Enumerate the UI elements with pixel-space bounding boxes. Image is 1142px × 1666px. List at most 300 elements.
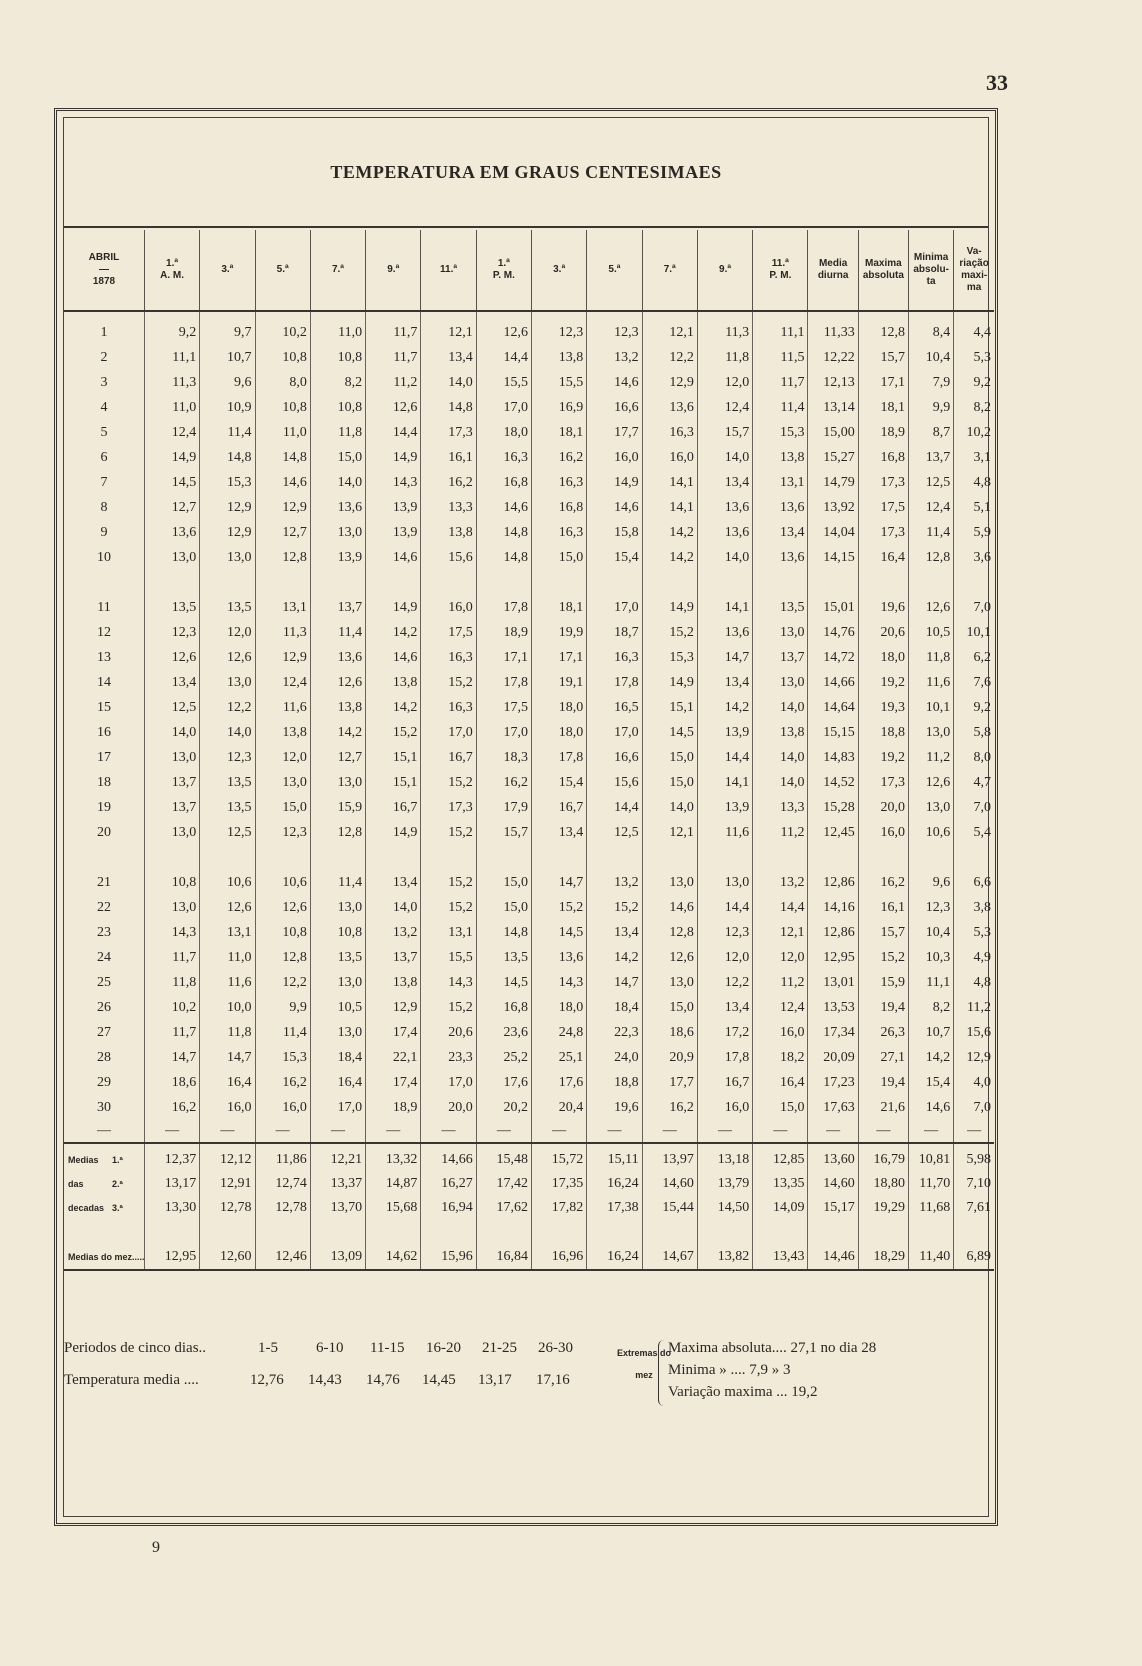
cell-value: 13,0 (144, 820, 199, 845)
row-label: 10 (96, 549, 111, 565)
cell-value: 9,2 (144, 311, 199, 345)
title-divider (64, 226, 988, 228)
cell-value: 13,9 (310, 545, 365, 570)
cell-value: 15,11 (587, 1148, 642, 1172)
cell-value: 14,67 (642, 1245, 697, 1270)
medias-mez-label: Medias do mez..... (64, 1245, 144, 1270)
cell-value: 13,0 (753, 620, 808, 645)
temperatura-value: 14,43 (308, 1372, 342, 1388)
cell-value: 15,6 (954, 1020, 994, 1045)
cell-value: 12,7 (255, 520, 310, 545)
cell-value: 11,8 (200, 1020, 255, 1045)
medias-label-word: decadas (68, 1203, 105, 1213)
cell-value: 13,6 (697, 520, 752, 545)
cell-value: 17,23 (808, 1070, 858, 1095)
cell-value: 16,3 (421, 645, 476, 670)
cell-value: 13,79 (697, 1172, 752, 1196)
cell-value: 11,2 (909, 745, 954, 770)
cell-value: 14,3 (532, 970, 587, 995)
cell-value: 13,5 (200, 595, 255, 620)
cell-value: 16,96 (532, 1245, 587, 1270)
cell-value: 16,2 (858, 870, 908, 895)
cell-value: 10,8 (310, 345, 365, 370)
cell-value: 15,1 (642, 695, 697, 720)
spacer-cell (366, 570, 421, 595)
row-label: 14 (96, 674, 111, 690)
cell-value: 14,4 (697, 895, 752, 920)
cell-value: 14,0 (753, 695, 808, 720)
cell-value: 11,2 (954, 995, 994, 1020)
header-col: 5.ª (587, 230, 642, 311)
cell-value: 16,2 (532, 445, 587, 470)
cell-value: 14,52 (808, 770, 858, 795)
cell-value: 10,0 (200, 995, 255, 1020)
cell-value: 10,81 (909, 1148, 954, 1172)
dash-cell: — (858, 1120, 908, 1143)
cell-value: 12,6 (909, 595, 954, 620)
cell-value: 13,01 (808, 970, 858, 995)
temperatura-value: 14,45 (422, 1372, 456, 1388)
cell-value: 12,46 (255, 1245, 310, 1270)
cell-value: 17,3 (421, 795, 476, 820)
cell-value: 13,7 (909, 445, 954, 470)
page-number: 33 (986, 70, 1008, 95)
cell-value: 13,7 (310, 595, 365, 620)
cell-value: 14,9 (366, 820, 421, 845)
cell-value: 6,6 (954, 870, 994, 895)
cell-value: 5,8 (954, 720, 994, 745)
cell-value: 11,3 (255, 620, 310, 645)
spacer-cell (858, 570, 908, 595)
cell-value: 13,5 (200, 770, 255, 795)
cell-value: 14,66 (808, 670, 858, 695)
cell-value: 13,70 (310, 1196, 365, 1220)
medias-decada-label (64, 1148, 144, 1172)
cell-value: 13,2 (587, 870, 642, 895)
cell-value: 14,2 (366, 620, 421, 645)
cell-value: 12,1 (642, 820, 697, 845)
cell-value: 12,8 (909, 545, 954, 570)
cell-value: 15,0 (310, 445, 365, 470)
cell-value: 13,0 (642, 970, 697, 995)
dash-cell: — (200, 1120, 255, 1143)
spacer-cell (697, 570, 752, 595)
row-label: 19 (96, 799, 111, 815)
cell-value: 18,9 (476, 620, 531, 645)
cell-value: 4,7 (954, 770, 994, 795)
cell-value: 15,2 (858, 945, 908, 970)
cell-value: 14,8 (255, 445, 310, 470)
cell-value: 17,5 (858, 495, 908, 520)
cell-value: 12,4 (909, 495, 954, 520)
dash-cell: — (310, 1120, 365, 1143)
cell-value: 4,4 (954, 311, 994, 345)
cell-value: 11,7 (144, 945, 199, 970)
row-label: 4 (100, 399, 108, 415)
row-label: 9 (100, 524, 108, 540)
cell-value: 14,2 (642, 520, 697, 545)
spacer-cell (255, 845, 310, 870)
cell-value: 14,4 (476, 345, 531, 370)
cell-value: 14,9 (366, 445, 421, 470)
row-label: 2 (100, 349, 108, 365)
cell-value: 13,32 (366, 1148, 421, 1172)
cell-value: 8,2 (909, 995, 954, 1020)
cell-value: 14,1 (697, 595, 752, 620)
cell-value: 13,7 (753, 645, 808, 670)
dash-cell: — (255, 1120, 310, 1143)
cell-value: 13,6 (642, 395, 697, 420)
cell-value: 14,8 (476, 520, 531, 545)
cell-value: 18,0 (532, 995, 587, 1020)
cell-value: 16,8 (476, 470, 531, 495)
temperatura-value: 13,17 (478, 1372, 512, 1388)
cell-value: 13,4 (697, 670, 752, 695)
cell-value: 18,9 (858, 420, 908, 445)
cell-value: 17,34 (808, 1020, 858, 1045)
cell-value: 11,8 (909, 645, 954, 670)
cell-value: 12,0 (200, 620, 255, 645)
cell-value: 25,1 (532, 1045, 587, 1070)
cell-value: 11,86 (255, 1148, 310, 1172)
cell-value: 23,6 (476, 1020, 531, 1045)
cell-value: 17,82 (532, 1196, 587, 1220)
cell-value: 27,1 (858, 1045, 908, 1070)
cell-value: 12,7 (144, 495, 199, 520)
spacer-cell (808, 570, 858, 595)
row-label: 17 (96, 749, 111, 765)
row-label: 7 (100, 474, 108, 490)
spacer-cell (954, 845, 994, 870)
cell-value: 16,4 (858, 545, 908, 570)
header-col: 1.ª P. M. (476, 230, 531, 311)
cell-value: 14,64 (808, 695, 858, 720)
cell-value: 13,97 (642, 1148, 697, 1172)
cell-value: 16,1 (421, 445, 476, 470)
cell-value: 14,7 (587, 970, 642, 995)
cell-value: 11,6 (255, 695, 310, 720)
cell-value: 13,30 (144, 1196, 199, 1220)
spacer-cell (697, 845, 752, 870)
cell-value: 19,4 (858, 1070, 908, 1095)
cell-value: 12,74 (255, 1172, 310, 1196)
cell-value: 12,6 (255, 895, 310, 920)
cell-value: 13,60 (808, 1148, 858, 1172)
spacer-cell (532, 1220, 587, 1245)
cell-value: 17,62 (476, 1196, 531, 1220)
cell-value: 17,8 (697, 1045, 752, 1070)
cell-value: 14,0 (144, 720, 199, 745)
table-row (64, 345, 994, 370)
cell-value: 17,6 (532, 1070, 587, 1095)
cell-value: 14,6 (255, 470, 310, 495)
cell-value: 16,3 (532, 520, 587, 545)
cell-value: 16,3 (421, 695, 476, 720)
cell-value: 13,4 (587, 920, 642, 945)
cell-value: 10,8 (310, 920, 365, 945)
table-row (64, 1020, 994, 1045)
cell-value: 12,85 (753, 1148, 808, 1172)
cell-value: 13,4 (753, 520, 808, 545)
cell-value: 16,3 (587, 645, 642, 670)
cell-value: 12,78 (200, 1196, 255, 1220)
table-row (64, 770, 994, 795)
cell-value: 19,9 (532, 620, 587, 645)
spacer-cell (954, 1220, 994, 1245)
cell-value: 18,8 (858, 720, 908, 745)
cell-value: 15,72 (532, 1148, 587, 1172)
cell-value: 16,24 (587, 1245, 642, 1270)
cell-value: 14,5 (144, 470, 199, 495)
cell-value: 15,15 (808, 720, 858, 745)
cell-value: 13,3 (753, 795, 808, 820)
cell-value: 13,0 (255, 770, 310, 795)
cell-value: 12,2 (255, 970, 310, 995)
cell-value: 13,7 (144, 795, 199, 820)
table-row (64, 795, 994, 820)
spacer-cell (476, 845, 531, 870)
cell-value: 14,5 (642, 720, 697, 745)
cell-value: 14,6 (642, 895, 697, 920)
cell-value: 12,6 (200, 895, 255, 920)
cell-value: 15,0 (532, 545, 587, 570)
table-inner-frame (63, 117, 989, 1517)
extremas-label: Extremas do mez (616, 1348, 672, 1380)
cell-value: 13,8 (753, 445, 808, 470)
cell-value: 11,0 (144, 395, 199, 420)
cell-value: 12,22 (808, 345, 858, 370)
spacer-cell (642, 570, 697, 595)
cell-value: 15,2 (532, 895, 587, 920)
cell-value: 8,4 (909, 311, 954, 345)
periodo-value: 21-25 (482, 1340, 517, 1356)
medias-decada-row (64, 1172, 994, 1196)
temperatura-value: 12,76 (250, 1372, 284, 1388)
row-label: 20 (96, 824, 111, 840)
cell-value: 17,0 (421, 720, 476, 745)
cell-value: 16,4 (310, 1070, 365, 1095)
cell-value: 17,6 (476, 1070, 531, 1095)
cell-value: 4,8 (954, 470, 994, 495)
cell-value: 15,4 (909, 1070, 954, 1095)
cell-value: 13,0 (144, 745, 199, 770)
cell-value: 12,5 (909, 470, 954, 495)
table-row (64, 545, 994, 570)
spacer-cell (476, 1220, 531, 1245)
cell-value: 7,61 (954, 1196, 994, 1220)
cell-value: 16,84 (476, 1245, 531, 1270)
table-row (64, 395, 994, 420)
cell-value: 14,4 (587, 795, 642, 820)
cell-value: 14,5 (476, 970, 531, 995)
cell-value: 13,43 (753, 1245, 808, 1270)
cell-value: 14,2 (642, 545, 697, 570)
medias-decada-label (64, 1196, 144, 1220)
temperature-table (64, 230, 994, 1271)
cell-value: 10,8 (310, 395, 365, 420)
cell-value: 9,2 (954, 695, 994, 720)
cell-value: 12,1 (421, 311, 476, 345)
spacer-cell (64, 1220, 144, 1245)
row-label: 27 (96, 1024, 111, 1040)
cell-value: 15,3 (255, 1045, 310, 1070)
cell-value: 12,2 (697, 970, 752, 995)
cell-value: 16,7 (421, 745, 476, 770)
cell-value: 14,16 (808, 895, 858, 920)
row-label: 21 (96, 874, 111, 890)
cell-value: 14,8 (476, 545, 531, 570)
cell-value: 12,9 (954, 1045, 994, 1070)
cell-value: 15,27 (808, 445, 858, 470)
cell-value: 11,0 (200, 945, 255, 970)
cell-value: 12,3 (200, 745, 255, 770)
cell-value: 8,0 (954, 745, 994, 770)
cell-value: 11,1 (909, 970, 954, 995)
spacer-cell (255, 570, 310, 595)
table-row (64, 895, 994, 920)
cell-value: 15,3 (200, 470, 255, 495)
spacer-cell (808, 1220, 858, 1245)
row-label: 5 (100, 424, 108, 440)
cell-value: 14,9 (642, 670, 697, 695)
cell-value: 13,5 (310, 945, 365, 970)
spacer-cell (421, 570, 476, 595)
cell-value: 10,3 (909, 945, 954, 970)
cell-value: 14,60 (642, 1172, 697, 1196)
cell-value: 25,2 (476, 1045, 531, 1070)
cell-value: 13,4 (421, 345, 476, 370)
medias-decada-row (64, 1148, 994, 1172)
cell-value: 13,0 (200, 670, 255, 695)
cell-value: 14,6 (476, 495, 531, 520)
cell-value: 12,12 (200, 1148, 255, 1172)
cell-value: 6,89 (954, 1245, 994, 1270)
cell-value: 14,15 (808, 545, 858, 570)
cell-value: 12,9 (200, 495, 255, 520)
cell-value: 11,4 (255, 1020, 310, 1045)
cell-value: 14,04 (808, 520, 858, 545)
cell-value: 17,1 (858, 370, 908, 395)
cell-value: 10,8 (255, 920, 310, 945)
cell-value: 14,9 (642, 595, 697, 620)
cell-value: 14,6 (587, 370, 642, 395)
spacer-cell (808, 845, 858, 870)
cell-value: 13,6 (310, 645, 365, 670)
cell-value: 12,5 (144, 695, 199, 720)
cell-value: 19,2 (858, 745, 908, 770)
cell-value: 13,0 (697, 870, 752, 895)
cell-value: 14,4 (753, 895, 808, 920)
cell-value: 13,1 (200, 920, 255, 945)
cell-value: 14,72 (808, 645, 858, 670)
cell-value: 14,7 (144, 1045, 199, 1070)
cell-value: 14,9 (144, 445, 199, 470)
cell-value: 14,0 (753, 770, 808, 795)
cell-value: 19,6 (587, 1095, 642, 1120)
cell-value: 11,68 (909, 1196, 954, 1220)
cell-value: 15,44 (642, 1196, 697, 1220)
cell-value: 12,2 (642, 345, 697, 370)
cell-value: 15,9 (310, 795, 365, 820)
cell-value: 9,6 (200, 370, 255, 395)
cell-value: 12,4 (697, 395, 752, 420)
cell-value: 20,0 (858, 795, 908, 820)
cell-value: 17,1 (476, 645, 531, 670)
periodo-value: 26-30 (538, 1340, 573, 1356)
cell-value: 14,62 (366, 1245, 421, 1270)
cell-value: 12,2 (200, 695, 255, 720)
header-col: 3.ª (200, 230, 255, 311)
cell-value: 13,8 (366, 670, 421, 695)
medias-label-word: das (68, 1179, 84, 1189)
cell-value: 12,4 (255, 670, 310, 695)
dash-row (64, 1120, 994, 1143)
cell-value: 10,2 (144, 995, 199, 1020)
cell-value: 17,63 (808, 1095, 858, 1120)
cell-value: 18,4 (587, 995, 642, 1020)
cell-value: 15,1 (366, 745, 421, 770)
cell-value: 13,9 (366, 520, 421, 545)
cell-value: 15,96 (421, 1245, 476, 1270)
cell-value: 17,42 (476, 1172, 531, 1196)
dash-cell: — (366, 1120, 421, 1143)
spacer-cell (753, 1220, 808, 1245)
row-label: 3 (100, 374, 108, 390)
cell-value: 15,7 (697, 420, 752, 445)
cell-value: 14,9 (366, 595, 421, 620)
cell-value: 13,35 (753, 1172, 808, 1196)
cell-value: 12,6 (200, 645, 255, 670)
cell-value: 14,0 (642, 795, 697, 820)
extrema-variacao: Variação maxima ... 19,2 (668, 1384, 818, 1400)
cell-value: 12,6 (310, 670, 365, 695)
row-spacer (64, 570, 994, 595)
cell-value: 4,0 (954, 1070, 994, 1095)
spacer-cell (587, 1220, 642, 1245)
cell-value: 16,0 (421, 595, 476, 620)
cell-value: 13,2 (366, 920, 421, 945)
header-col: 1.ª A. M. (144, 230, 199, 311)
cell-value: 10,8 (255, 345, 310, 370)
row-label: 8 (100, 499, 108, 515)
cell-value: 12,9 (255, 645, 310, 670)
cell-value: 17,3 (421, 420, 476, 445)
spacer-cell (753, 845, 808, 870)
cell-value: 12,3 (587, 311, 642, 345)
cell-value: 11,40 (909, 1245, 954, 1270)
temperatura-value: 17,16 (536, 1372, 570, 1388)
cell-value: 12,0 (697, 945, 752, 970)
cell-value: 6,2 (954, 645, 994, 670)
spacer-cell (200, 570, 255, 595)
spacer-cell (310, 845, 365, 870)
cell-value: 14,2 (909, 1045, 954, 1070)
spacer-cell (64, 570, 144, 595)
cell-value: 20,6 (858, 620, 908, 645)
cell-value: 15,68 (366, 1196, 421, 1220)
header-col: 11.ª P. M. (753, 230, 808, 311)
table-row (64, 870, 994, 895)
cell-value: 18,2 (753, 1045, 808, 1070)
table-row (64, 695, 994, 720)
cell-value: 18,8 (587, 1070, 642, 1095)
dash-cell: — (697, 1120, 752, 1143)
cell-value: 12,3 (909, 895, 954, 920)
cell-value: 14,0 (310, 470, 365, 495)
cell-value: 17,8 (587, 670, 642, 695)
row-spacer (64, 845, 994, 870)
row-label: 11 (97, 599, 111, 615)
